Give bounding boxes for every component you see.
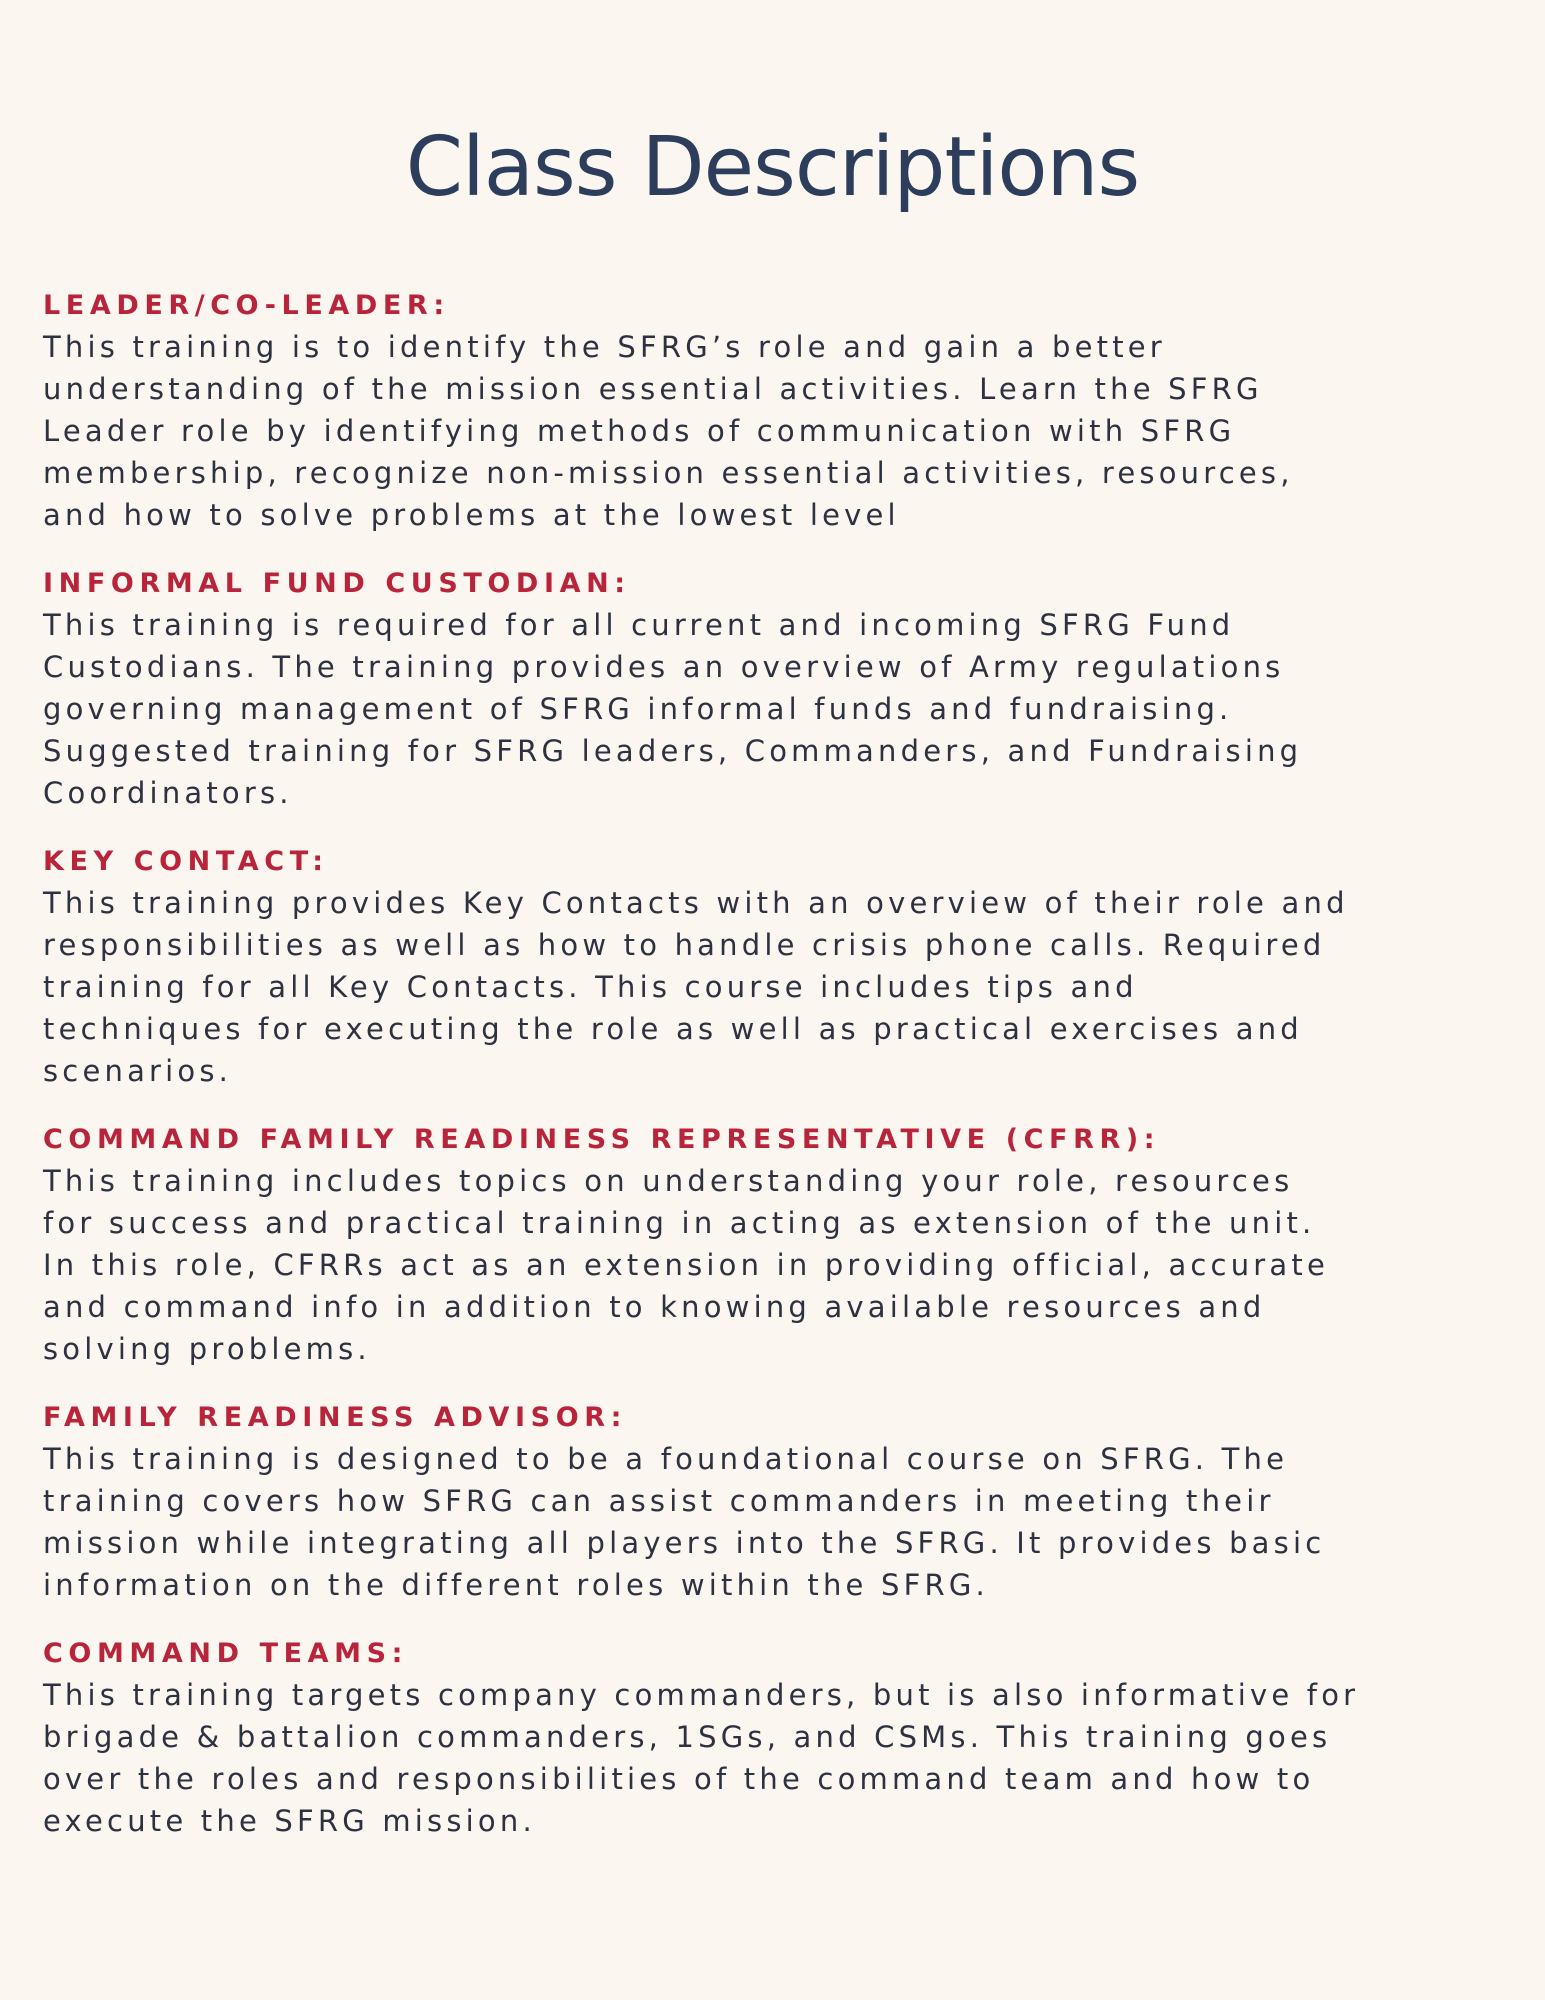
section-heading: COMMAND FAMILY READINESS REPRESENTATIVE (CFRR): <box>43 1124 1161 1155</box>
section-heading: FAMILY READINESS ADVISOR: <box>43 1402 628 1433</box>
section-heading: INFORMAL FUND CUSTODIAN: <box>43 568 631 599</box>
section-informal-fund-custodian <box>43 564 1513 814</box>
section-command-family-readiness-representative <box>43 1120 1513 1370</box>
section-description: This training is designed to be a foundational course on SFRG. The training covers how SFRG can assist commanders in meeting their mission while integrating all players into the SFRG. It provides basic information on the different roles within the SFRG. <box>43 1442 1326 1602</box>
section-description: This training targets company commanders, but is also informative for brigade & battalion commanders, 1SGs, and CSMs. This training goes over the roles and responsibilities of the command team and how to execute the SFRG mission. <box>43 1678 1360 1838</box>
section-description: This training provides Key Contacts with an overview of their role and responsibilities as well as how to handle crisis phone calls. Required training for all Key Contacts. This course includes tips and techniques for executing the role as well as practical exercises and scenarios. <box>43 886 1349 1088</box>
section-key-contact <box>43 842 1513 1092</box>
section-description: This training is to identify the SFRG’s role and gain a better understanding of the mission essential activities. Learn the SFRG Leader role by identifying methods of communication with SFRG membership, recognize non-mission essential activities, resources, and how to solve problems at the lowest level <box>43 330 1294 532</box>
class-description-list <box>43 286 1513 1870</box>
section-heading: LEADER/CO-LEADER: <box>43 290 450 321</box>
section-heading: KEY CONTACT: <box>43 846 329 877</box>
section-heading: COMMAND TEAMS: <box>43 1638 409 1669</box>
section-description: This training is required for all current and incoming SFRG Fund Custodians. The training provides an overview of Army regulations governing management of SFRG informal funds and fundraising. Suggested training for SFRG leaders, Commanders, and Fundraising Coordinators. <box>43 608 1303 810</box>
section-family-readiness-advisor <box>43 1398 1513 1606</box>
page-title: Class Descriptions <box>405 120 1140 215</box>
section-command-teams <box>43 1634 1513 1842</box>
section-description: This training includes topics on understanding your role, resources for success and practical training in acting as extension of the unit. In this role, CFRRs act as an extension in providing official, accurate and command info in addition to knowing available resources and solving problems. <box>43 1164 1329 1366</box>
section-leader-co-leader <box>43 286 1513 536</box>
